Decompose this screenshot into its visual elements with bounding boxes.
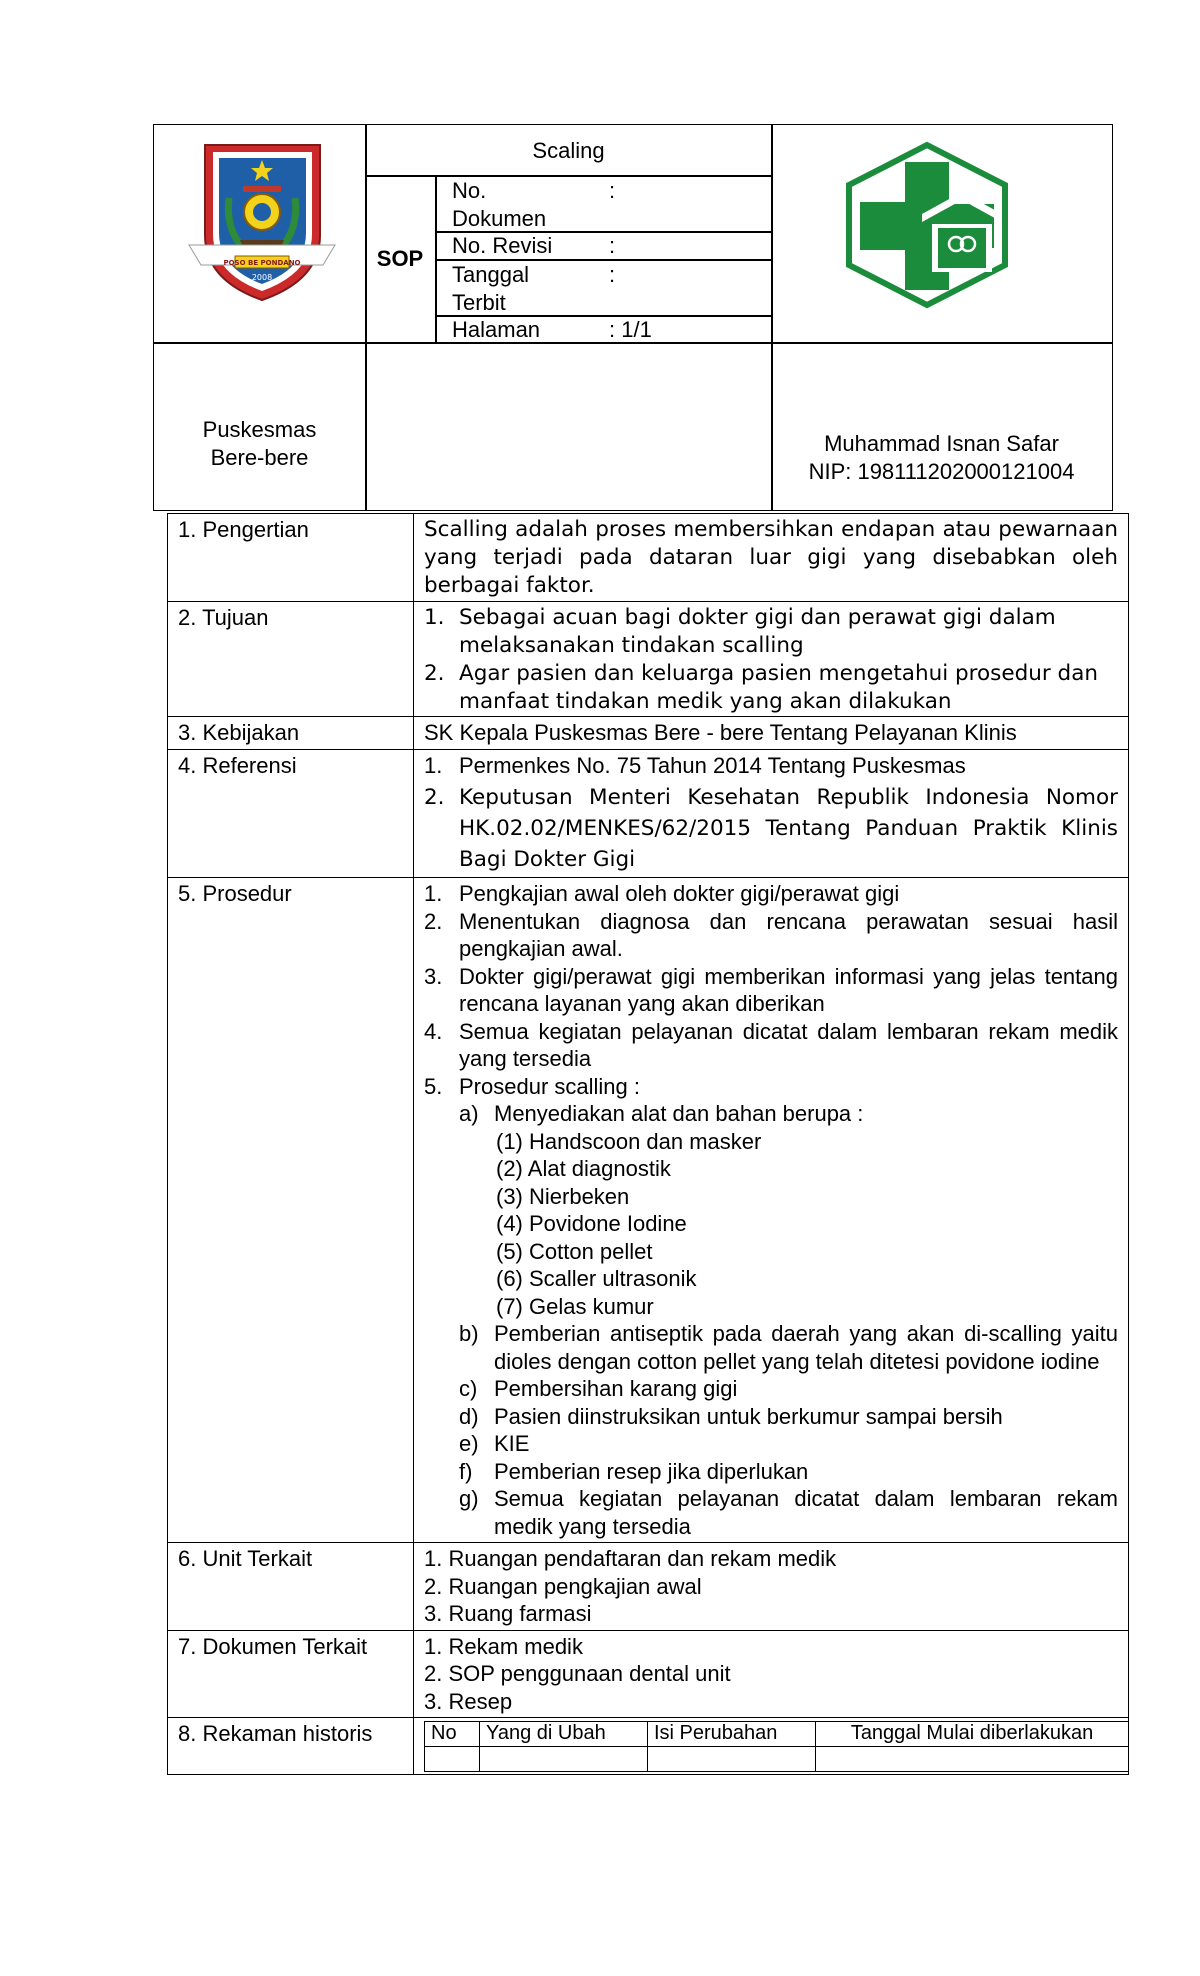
field-no-dokumen-label: No. Dokumen [452,178,547,231]
field-no-dokumen-value: : [609,178,616,203]
field-no-revisi-label: No. Revisi [452,233,553,258]
document-title: Scaling [532,138,605,163]
section-content [414,749,1129,878]
tujuan-item: 1. Sebagai acuan bagi dokter gigi dan perawat gigi dalam melaksanakan tindakan scalling [424,605,1056,658]
tool-item: (4) Povidone Iodine [496,1211,687,1236]
prosedur-item: 3. Dokter gigi/perawat gigi memberikan informasi yang jelas tentang rencana layanan yang akan diberikan [424,963,1118,1016]
field-halaman-label: Halaman [452,317,541,342]
section-tujuan [168,602,1129,717]
section-content [414,1543,1129,1631]
tool-item: (7) Gelas kumur [496,1293,654,1319]
history-table [424,1721,1129,1772]
sop-content-table [167,513,1129,1775]
prosedur-item: 1. Pengkajian awal oleh dokter gigi/perawat gigi [424,881,900,906]
tool-item: (6) Scaller ultrasonik [496,1266,697,1291]
prosedur-sub-item: b) Pemberian antiseptik pada daerah yang akan di-scalling yaitu dioles dengan cotton pellet yang telah ditetesi povidone iodine [459,1321,1118,1374]
history-cell [425,1747,480,1772]
signer-name: Muhammad Isnan Safar [824,431,1059,456]
history-cell [816,1747,1129,1772]
history-col-no: No [425,1722,480,1747]
section-label: 2. Tujuan [168,602,414,717]
signer-block [771,430,1112,486]
coat-of-arms-motto: POSO BE PONDANO [223,259,301,267]
referensi-item: 2. Keputusan Menteri Kesehatan Republik Indonesia Nomor HK.02.02/MENKES/62/2015 Tentang Panduan Praktik Klinis Bagi Dokter Gigi [424,785,1118,872]
section-label: 3. Kebijakan [168,717,414,750]
section-label: 1. Pengertian [168,514,414,602]
tool-item: (1) Handscoon dan masker [496,1128,762,1154]
field-no-revisi-value: : [609,233,616,258]
prosedur-sub-item: c) Pembersihan karang gigi [459,1376,738,1401]
unit-item: 1. Ruangan pendaftaran dan rekam medik [424,1546,837,1571]
section-unit-terkait [168,1543,1129,1631]
tujuan-item: 2. Agar pasien dan keluarga pasien mengetahui prosedur dan manfaat tindakan medik yang akan dilakukan [424,661,1098,714]
field-tanggal-terbit-value: : [609,262,616,287]
section-content: SK Kepala Puskesmas Bere - bere Tentang Pelayanan Klinis [414,717,1129,750]
coat-of-arms-year: 2008 [251,273,273,282]
section-label: 6. Unit Terkait [168,1543,414,1631]
prosedur-item: 4. Semua kegiatan pelayanan dicatat dalam lembaran rekam medik yang tersedia [424,1018,1118,1071]
history-header-row [425,1722,1129,1747]
organization-name: Puskesmas Bere-bere [202,417,317,470]
history-col-tanggal: Tanggal Mulai diberlakukan [816,1722,1129,1747]
prosedur-sub-item: g) Semua kegiatan pelayanan dicatat dalam lembaran rekam medik yang tersedia [459,1486,1118,1539]
sop-label: SOP [376,246,424,271]
prosedur-sub-item: f) Pemberian resep jika diperlukan [459,1458,809,1484]
section-prosedur [168,878,1129,1543]
section-content [414,514,1129,602]
history-empty-row [425,1747,1129,1772]
section-pengertian [168,514,1129,602]
history-col-isi-perubahan: Isi Perubahan [648,1722,816,1747]
section-content [414,1718,1129,1775]
section-content [414,1630,1129,1718]
dokumen-item: 1. Rekam medik [424,1633,583,1659]
field-halaman-value: : 1/1 [609,317,652,342]
referensi-item: 1. Permenkes No. 75 Tahun 2014 Tentang Puskesmas [424,752,966,778]
section-referensi [168,749,1129,878]
history-cell [648,1747,816,1772]
pengertian-text: Scalling adalah proses membersihkan endapan atau pewarnaan yang terjadi pada dataran luar gigi yang disebabkan oleh berbagai faktor. [424,517,1118,598]
regency-coat-of-arms-icon [185,140,340,305]
section-content [414,878,1129,1543]
header-divider [365,175,772,177]
section-label: 5. Prosedur [168,878,414,1543]
tool-item: (5) Cotton pellet [496,1238,653,1264]
signer-nip: NIP: 198111202000121004 [808,459,1075,484]
section-kebijakan [168,717,1129,750]
dokumen-item: 2. SOP penggunaan dental unit [424,1661,731,1686]
tool-item: (2) Alat diagnostik [496,1156,671,1181]
puskesmas-logo-icon [840,140,1015,310]
unit-item: 3. Ruang farmasi [424,1601,592,1626]
unit-item: 2. Ruangan pengkajian awal [424,1573,702,1599]
dokumen-item: 3. Resep [424,1688,513,1714]
history-cell [480,1747,648,1772]
history-col-yang-diubah: Yang di Ubah [480,1722,648,1747]
section-content [414,602,1129,717]
section-label: 7. Dokumen Terkait [168,1630,414,1718]
section-dokumen-terkait [168,1630,1129,1718]
field-tanggal-terbit-label: Tanggal Terbit [452,262,530,315]
prosedur-sub-item: a) Menyediakan alat dan bahan berupa : [459,1101,864,1126]
header-divider [365,125,367,510]
section-label: 4. Referensi [168,749,414,878]
tool-item: (3) Nierbeken [496,1183,630,1209]
prosedur-item: 2. Menentukan diagnosa dan rencana perawatan sesuai hasil pengkajian awal. [424,908,1118,961]
prosedur-sub-item: d) Pasien diinstruksikan untuk berkumur sampai bersih [459,1403,1003,1429]
prosedur-item: 5. Prosedur scalling : [424,1073,640,1099]
section-label: 8. Rekaman historis [168,1718,414,1775]
prosedur-sub-item: e) KIE [459,1431,530,1456]
section-rekaman-historis [168,1718,1129,1775]
